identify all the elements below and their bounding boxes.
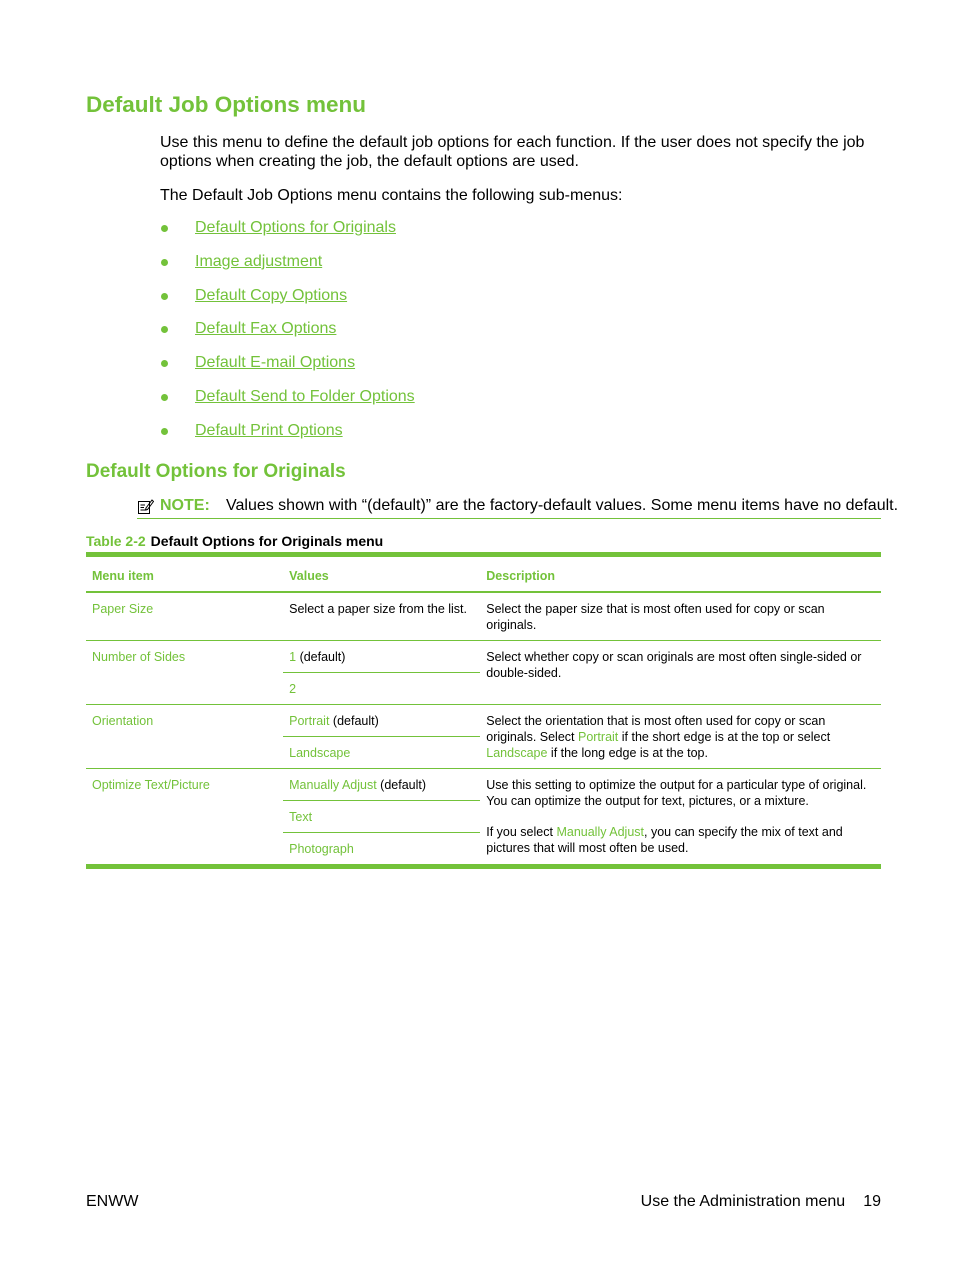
- footer-section: Use the Administration menu: [640, 1193, 846, 1210]
- link-default-email-options[interactable]: Default E-mail Options: [195, 354, 356, 372]
- footer-right: [641, 1193, 881, 1211]
- column-header-description: Description: [480, 555, 881, 593]
- value-suffix: (default): [376, 778, 427, 792]
- note-box: [137, 496, 899, 519]
- description-text: If you select: [486, 825, 557, 839]
- value-suffix: (default): [329, 714, 379, 728]
- description-link-portrait[interactable]: Portrait: [577, 730, 619, 744]
- table-caption: [86, 533, 383, 549]
- table-number: Table 2-2: [86, 533, 146, 549]
- submenu-intro: The Default Job Options menu contains the following sub-menus:: [160, 187, 623, 204]
- value-cell: [283, 833, 480, 867]
- value-link-1[interactable]: 1: [289, 650, 297, 664]
- bullet-icon: [161, 259, 168, 266]
- column-header-menu-item: Menu item: [86, 555, 283, 593]
- description-link-landscape[interactable]: Landscape: [486, 746, 548, 760]
- table-row: [86, 641, 881, 673]
- options-table: [86, 552, 881, 869]
- menu-item-number-of-sides: Number of Sides: [86, 641, 283, 705]
- note-icon: [137, 498, 154, 515]
- note-label: NOTE:: [160, 497, 210, 514]
- value-link-landscape[interactable]: Landscape: [289, 746, 351, 760]
- description-text: if the long edge is at the top.: [547, 746, 708, 760]
- section-heading: Default Options for Originals: [86, 461, 346, 482]
- menu-item-optimize-text-picture: Optimize Text/Picture: [86, 769, 283, 867]
- footer-left: ENWW: [86, 1193, 139, 1210]
- note-text: Values shown with “(default)” are the factory-default values. Some menu items have no default.: [226, 497, 899, 514]
- description-cell: Select the paper size that is most often used for copy or scan originals.: [486, 602, 825, 632]
- description-cell: Select whether copy or scan originals are most often single-sided or double-sided.: [480, 641, 881, 705]
- bullet-icon: [161, 394, 168, 401]
- value-cell: Select a paper size from the list.: [289, 602, 467, 616]
- link-image-adjustment[interactable]: Image adjustment: [195, 252, 323, 270]
- value-suffix: (default): [296, 650, 346, 664]
- description-link-manually-adjust[interactable]: Manually Adjust: [556, 825, 645, 839]
- value-link-photograph[interactable]: Photograph: [289, 842, 354, 856]
- link-default-print-options[interactable]: Default Print Options: [195, 421, 343, 439]
- table-header-row: [86, 555, 881, 593]
- bullet-icon: [161, 428, 168, 435]
- menu-item-orientation: Orientation: [86, 705, 283, 769]
- bullet-icon: [161, 225, 168, 232]
- description-cell: [480, 769, 881, 867]
- value-link-portrait[interactable]: Portrait: [289, 714, 330, 728]
- bullet-icon: [161, 360, 168, 367]
- description-paragraph: Use this setting to optimize the output for a particular type of original. You can optimize the output for text, pictures, or a mixture.: [486, 778, 867, 808]
- link-default-options-for-originals[interactable]: Default Options for Originals: [195, 219, 396, 236]
- link-default-copy-options[interactable]: Default Copy Options: [195, 286, 348, 304]
- column-header-values: Values: [283, 555, 480, 593]
- description-paragraph: [486, 824, 875, 856]
- intro-paragraph: Use this menu to define the default job options for each function. If the user does not specify the job options when creating the job, the default options are used.: [160, 134, 865, 170]
- table-row: [86, 592, 881, 641]
- bullet-icon: [161, 326, 168, 333]
- value-link-manually-adjust[interactable]: Manually Adjust: [289, 778, 377, 792]
- value-cell: [283, 769, 480, 801]
- bullet-icon: [161, 293, 168, 300]
- description-text: if the short edge is at the top or select: [618, 730, 831, 744]
- value-cell: [283, 737, 480, 769]
- table-row: [86, 705, 881, 737]
- page-number: 19: [863, 1193, 881, 1210]
- menu-item-paper-size: Paper Size: [92, 602, 154, 616]
- value-cell: [283, 705, 480, 737]
- value-link-2[interactable]: 2: [289, 682, 297, 696]
- value-cell: [283, 641, 480, 673]
- description-cell: [480, 705, 881, 769]
- table-title: Default Options for Originals menu: [150, 533, 384, 549]
- table-row: [86, 769, 881, 801]
- page-heading: Default Job Options menu: [86, 92, 367, 117]
- value-cell: [283, 673, 480, 705]
- value-cell: [283, 801, 480, 833]
- description-text: , you can specify the mix of text and pictures that will most often be used.: [486, 825, 843, 855]
- value-link-text[interactable]: Text: [289, 810, 313, 824]
- description-text: Select the orientation that is most often used for copy or scan originals. Select: [486, 714, 826, 744]
- link-default-fax-options[interactable]: Default Fax Options: [195, 320, 337, 338]
- link-default-send-to-folder-options[interactable]: Default Send to Folder Options: [195, 387, 415, 405]
